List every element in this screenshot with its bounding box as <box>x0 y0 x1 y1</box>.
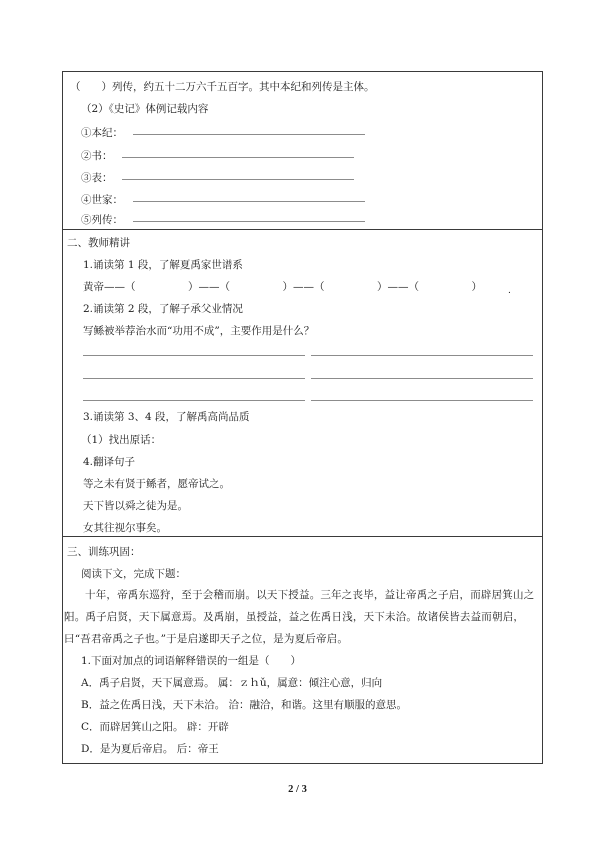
sentence: 等之未有贤于鲧者，愿帝试之。 <box>83 478 230 490</box>
answer-line[interactable] <box>83 400 305 401</box>
section-divider <box>62 229 543 230</box>
task-heading: 1.诵读第 1 段，了解夏禹家世谱系 <box>83 259 243 271</box>
option-b[interactable]: B．益之佐禹日浅，天下未洽。 洽：融洽，和谐。这里有顺服的意思。 <box>81 699 408 711</box>
task-heading: 3.诵读第 3、4 段，了解禹高尚品质 <box>83 411 250 423</box>
answer-line[interactable] <box>311 355 533 356</box>
item-label-liezhuan: ⑤列传： <box>81 214 123 226</box>
page-number: 2 / 3 <box>288 784 307 795</box>
item-label-shu: ②书： <box>81 150 113 162</box>
passage: 十年，帝禹东巡狩，至于会稽而崩。以天下授益。三年之丧毕，益让帝禹之子启，而辟居箕山之阳。禹子启贤，天下属意焉。及禹崩，虽授益，益之佐禹日浅，天下未洽。故诸侯皆去益而朝启，曰“吾君帝禹之子也。”于是启遂即天子之位，是为夏后帝启。 <box>64 589 535 645</box>
genealogy-line: 黄帝——（ ）——（ ）——（ ）——（ ） <box>83 281 482 293</box>
answer-line[interactable] <box>83 378 305 379</box>
section-heading: 三、训练巩固： <box>67 546 141 558</box>
answer-blank[interactable] <box>133 134 365 135</box>
item-label-benji: ①本纪： <box>81 127 123 139</box>
subheading: （2）《史记》体例记载内容 <box>81 103 209 115</box>
section-heading: 二、教师精讲 <box>67 237 130 249</box>
task-heading: 2.诵读第 2 段，了解子承父业情况 <box>83 303 243 315</box>
list-item-text: （ ）列传，约五十二万六千五百字。其中本纪和列传是主体。 <box>70 81 375 93</box>
question-text: 1.下面对加点的词语解释错误的一组是（ ） <box>81 655 302 667</box>
item-label-biao: ③表： <box>81 172 113 184</box>
answer-blank[interactable] <box>122 179 354 180</box>
answer-line[interactable] <box>311 400 533 401</box>
answer-line[interactable] <box>311 378 533 379</box>
section-divider <box>62 536 543 537</box>
sentence: 女其往视尔事矣。 <box>83 522 167 534</box>
instruction: 阅读下文，完成下题： <box>81 568 186 580</box>
question-text: 写鲧被举荐治水而“功用不成”，主要作用是什么？ <box>83 325 315 337</box>
task-heading: 4.翻译句子 <box>83 456 136 468</box>
option-a[interactable]: A．禹子启贤，天下属意焉。 属：ｚｈǔ，属意：倾注心意，归向 <box>81 677 383 689</box>
sentence: 天下皆以舜之徒为是。 <box>83 500 188 512</box>
answer-blank[interactable] <box>133 201 365 202</box>
subheading: （1）找出原话： <box>81 434 162 446</box>
answer-blank[interactable] <box>133 221 365 222</box>
option-d[interactable]: D．是为夏后帝启。 后：帝王 <box>81 743 219 755</box>
answer-blank[interactable] <box>122 157 354 158</box>
item-label-shijia: ④世家： <box>81 194 123 206</box>
stray-mark: . <box>508 286 511 296</box>
answer-line[interactable] <box>83 355 305 356</box>
option-c[interactable]: C．而辟居箕山之阳。 辟：开辟 <box>81 721 229 733</box>
